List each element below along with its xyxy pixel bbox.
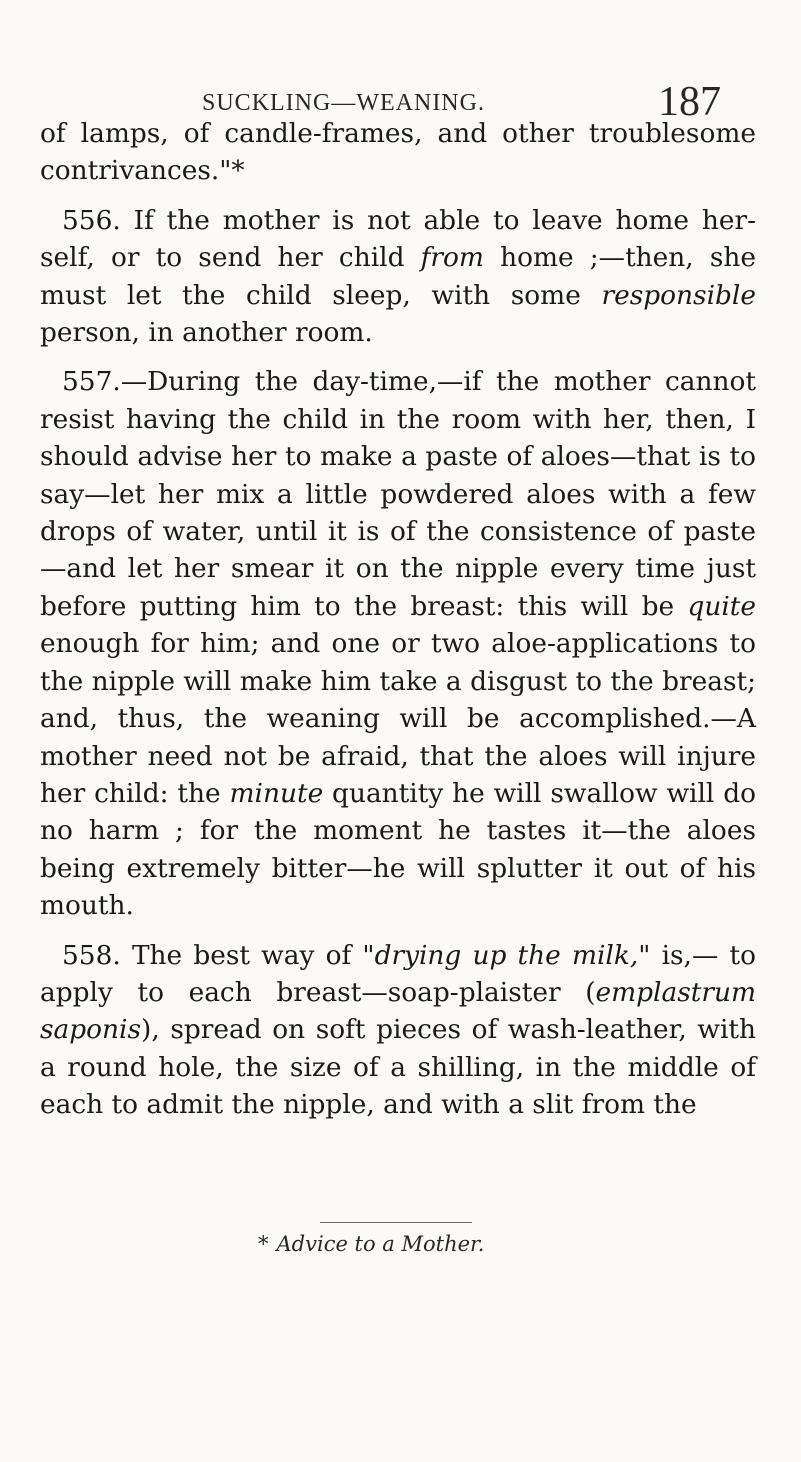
italic-run: minute [229,777,324,809]
text-run: quantity he will swallow will do no harm ; for the moment he tastes it—the aloes being extremely bitter—he will splutter it out of his mouth. [40,777,756,922]
text-run: ), spread on soft pieces of wash-leather, with a round hole, the size of a shilling, in the middle of each to admit the nipple, and with a slit from the [40,1014,756,1121]
paragraph-557 [40,363,756,924]
italic-run: quite [687,590,756,622]
text-run: 558. The best way of " [62,939,375,971]
text-run: of lamps, of candle-frames, and other troublesome contrivances."* [40,118,756,187]
text-run: home ;—then, she must let the child sleep, with some [40,242,756,311]
italic-run: emplastrum saponis [40,976,756,1046]
italic-run: drying up the milk, [374,939,639,971]
footnote [258,1232,484,1256]
text-run: 556. If the mother is not able to leave home her-self, or to send her child [40,204,756,274]
page-number: 187 [658,79,721,125]
text-run: enough for him; and one or two aloe-applications to the nipple will make him take a disgust to the breast; and, thus, the weaning will be accomplished.—A mother need not be afraid, that the aloes will injure her child: the [40,628,756,809]
footnote-marker: * [258,1232,269,1256]
footnote-text: Advice to a Mother. [276,1232,485,1256]
text-run: person, in another room. [40,317,373,349]
text-run: " is,— to apply to each breast—soap-plaister ( [40,939,757,1008]
italic-run: from [420,242,484,274]
text-run: 557.—During the day-time,—if the mother cannot resist having the child in the room with her, then, I should advise her to make a paste of aloes—that is to say—let her mix a little powdered aloes with a few drops of water, until it is of the consistence of paste —and let her smear it on the nipple every time just before putting him to the breast: this will be [40,366,756,622]
running-head: SUCKLING—WEANING. [202,90,485,116]
paragraph-558 [40,937,756,1124]
footnote-divider [320,1222,472,1223]
paragraph-continuation [40,115,756,190]
paragraph-556 [40,202,756,352]
italic-run: responsible [601,279,756,311]
body-text [40,115,756,1124]
